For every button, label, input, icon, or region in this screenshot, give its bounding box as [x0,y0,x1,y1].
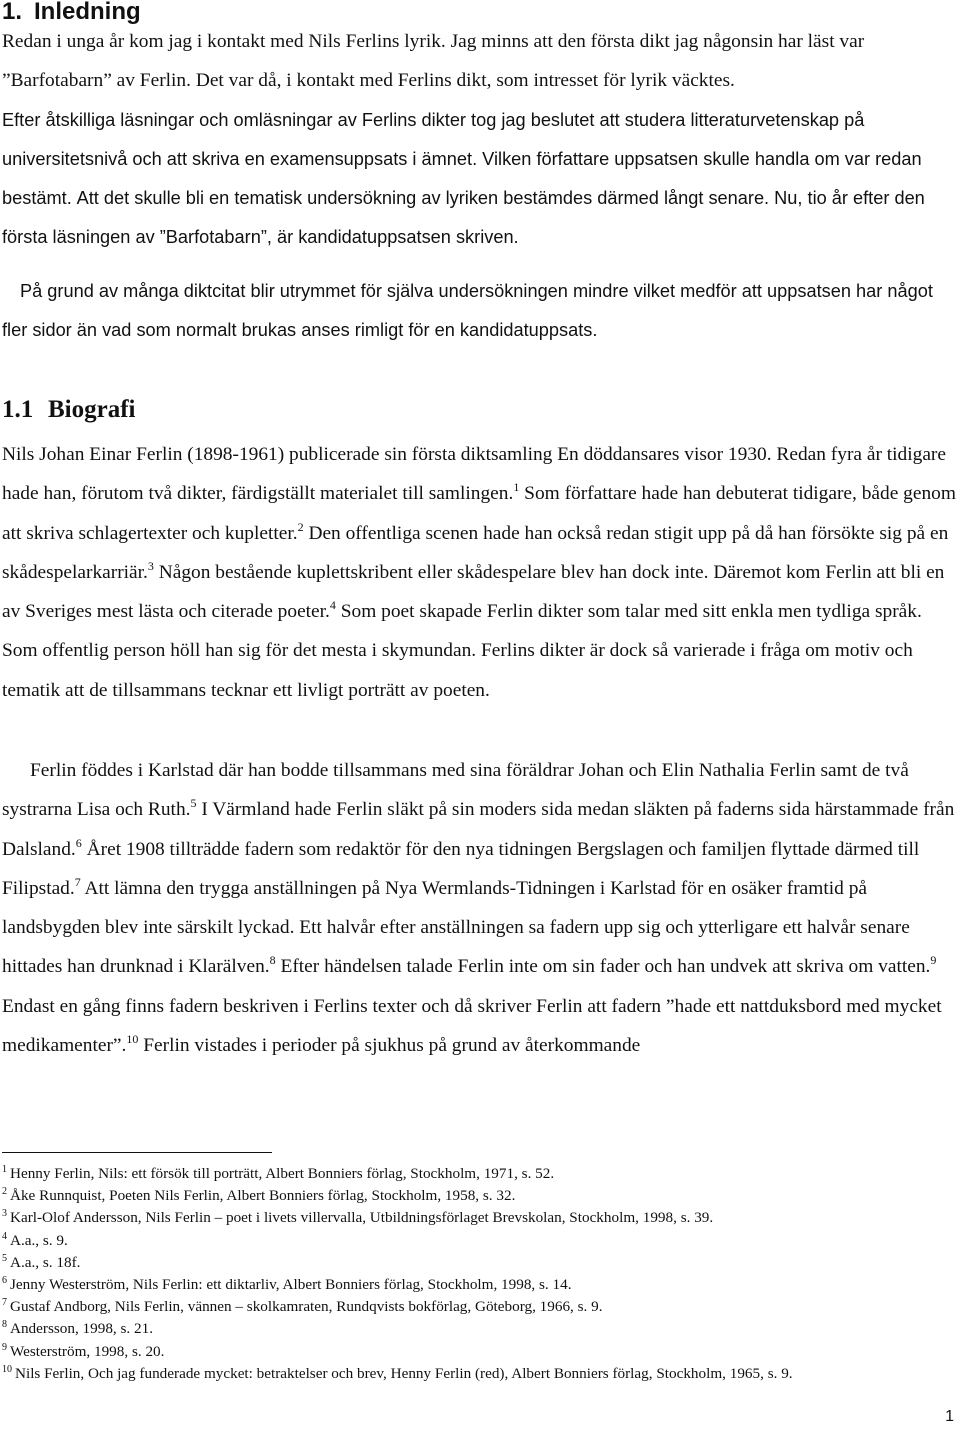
footnote-text: A.a., s. 9. [10,1231,68,1249]
bio-text-10: Efter händelsen talade Ferlin inte om sin fader och han undvek att skriva om vatten. [275,956,931,978]
footnote-number: 5 [2,1252,7,1264]
footnote-item [2,1296,958,1318]
footnote-number: 7 [2,1297,7,1309]
footnote-ref-2[interactable]: 2 [297,519,304,534]
footnote-number: 9 [2,1341,7,1353]
biografi-paragraph-2 [2,751,958,1065]
footnote-item [2,1230,958,1252]
footnote-number: 8 [2,1319,7,1331]
page-number: 1 [945,1408,954,1425]
footnote-text: Gustaf Andborg, Nils Ferlin, vännen – skolkamraten, Rundqvists bokförlag, Göteborg, 1966, s. 9. [10,1298,603,1316]
footnote-item [2,1207,958,1229]
bio-text-2: Som författare hade han debuterat tidigare, både genom att skriva schlagertexter och kupletter. [2,483,956,544]
footnote-item [2,1274,958,1296]
bio-text-5: Som poet skapade Ferlin dikter som talar med sitt enkla men tydliga språk. Som offentlig person höll han sig för det mesta i skymundan. Ferlins dikter är dock så varierade i fråga om motiv och tematik att de tillsammans tecknar ett livligt porträtt av poeten. [2,601,922,701]
footnote-text: Henny Ferlin, Nils: ett försök till porträtt, Albert Bonniers förlag, Stockholm, 1971, s. 52. [10,1165,555,1182]
footnote-ref-8[interactable]: 8 [269,953,276,968]
intro-text-b: Efter åtskilliga läsningar och omläsningar av Ferlins dikter tog jag beslutet att studera litteraturvetenskap på universitetsnivå och att skriva en examensuppsats i ämnet. Vilken författare uppsatsen skulle handla om var redan bestämt. [2,109,922,209]
footnote-ref-5[interactable]: 5 [190,796,197,811]
footnote-text: Andersson, 1998, s. 21. [10,1320,154,1338]
footnote-ref-1[interactable]: 1 [513,480,520,495]
section-title: Inledning [34,0,141,25]
footnote-item [2,1252,958,1274]
intro-text-c: Att det skulle bli en tematisk undersökning av lyriken bestämdes därmed långt senare. Nu, tio år efter den första läsningen av ”Barfotabarn”, är kandidatuppsatsen skriven. [2,188,925,248]
intro-text-d: På grund av många diktcitat blir utrymmet för själva undersökningen mindre vilket medför att uppsatsen har något fler sidor än vad som normalt brukas anses rimligt för en kandidatuppsats. [2,281,933,341]
footnote-item [2,1163,958,1185]
footnote-text: A.a., s. 18f. [10,1253,81,1271]
bio-text-9: Att lämna den trygga anställningen på Nya Wermlands-Tidningen i Karlstad för en osäker framtid på landsbygden blev inte särskilt lyckad. Ett halvår efter anställningen sa fadern upp sig och ytterligare ett halvår senare hittades han drunknad i Klarälven. [2,877,910,978]
footnote-item [2,1185,958,1207]
intro-paragraph-1 [2,22,958,258]
footnote-item [2,1363,958,1385]
footnote-number: 4 [2,1230,7,1242]
footnote-ref-9[interactable]: 9 [930,953,937,968]
footnote-text: Karl-Olof Andersson, Nils Ferlin – poet i livets villervalla, Utbildningsförlaget Brevskolan, Stockholm, 1998, s. 39. [10,1209,714,1227]
bio-text-4: Någon bestående kuplettskribent eller skådespelare blev han dock inte. Däremot kom Ferlin att bli en av Sveriges mest lästa och citerade poeter. [2,561,945,623]
footnote-number: 3 [2,1208,7,1220]
intro-text-a: Redan i unga år kom jag i kontakt med Nils Ferlins lyrik. Jag minns att den första dikt jag någonsin har läst var ”Barfotabarn” av Ferlin. Det var då, i kontakt med Ferlins dikt, som intresset för lyrik väcktes. [2,31,865,92]
footnotes-list [2,1163,958,1385]
footnote-ref-10[interactable]: 10 [126,1032,139,1047]
footnote-ref-3[interactable]: 3 [147,558,154,573]
footnote-text: Westerström, 1998, s. 20. [10,1342,165,1360]
footnote-ref-6[interactable]: 6 [75,835,82,850]
footnote-text: Jenny Westerström, Nils Ferlin: ett diktarliv, Albert Bonniers förlag, Stockholm, 1998, s. 14. [10,1276,572,1294]
bio-text-12: Ferlin vistades i perioder på sjukhus på grund av återkommande [138,1035,641,1057]
bio-text-11: Endast en gång finns fadern beskriven i Ferlins texter och då skriver Ferlin att fadern ”hade ett nattduksbord med mycket medikamenter”. [2,995,942,1057]
footnote-text: Åke Runnquist, Poeten Nils Ferlin, Albert Bonniers förlag, Stockholm, 1958, s. 32. [10,1187,516,1205]
bio-text-8: Året 1908 tillträdde fadern som redaktör för den nya tidningen Bergslagen och familjen flyttade därmed till Filipstad. [2,838,920,899]
footnote-item [2,1341,958,1363]
intro-paragraph-2 [2,272,958,351]
footnote-number: 6 [2,1275,7,1287]
footnote-text: Nils Ferlin, Och jag funderade mycket: betraktelser och brev, Henny Ferlin (red), Albert Bonniers förlag, Stockholm, 1965, s. 9. [15,1364,793,1382]
bio-text-3: Den offentliga scenen hade han också redan stigit upp på då han försökte sig på en skådespelarkarriär. [2,522,949,583]
subsection-title: Biografi [48,396,136,423]
section-heading-biografi [2,394,136,426]
footnote-number: 2 [2,1186,7,1198]
bio-text-6: Ferlin föddes i Karlstad där han bodde tillsammans med sina föräldrar Johan och Elin Nathalia Ferlin samt de två systrarna Lisa och Ruth. [2,760,909,821]
subsection-number: 1.1 [2,396,34,423]
footnote-ref-7[interactable]: 7 [74,874,81,889]
footnote-item [2,1318,958,1340]
footnote-separator [2,1152,272,1153]
bio-text-7: I Värmland hade Ferlin släkt på sin moders sida medan släkten på faderns sida härstammade från Dalsland. [2,799,955,860]
biografi-paragraph-1 [2,435,958,710]
section-number: 1. [2,0,23,25]
bio-text-1: Nils Johan Einar Ferlin (1898-1961) publicerade sin första diktsamling En döddansares visor 1930. Redan fyra år tidigare hade han, förutom två dikter, färdigställt materialet till samlingen. [2,444,946,505]
footnote-number: 10 [2,1363,12,1375]
footnote-number: 1 [2,1164,7,1175]
footnote-ref-4[interactable]: 4 [329,598,336,613]
